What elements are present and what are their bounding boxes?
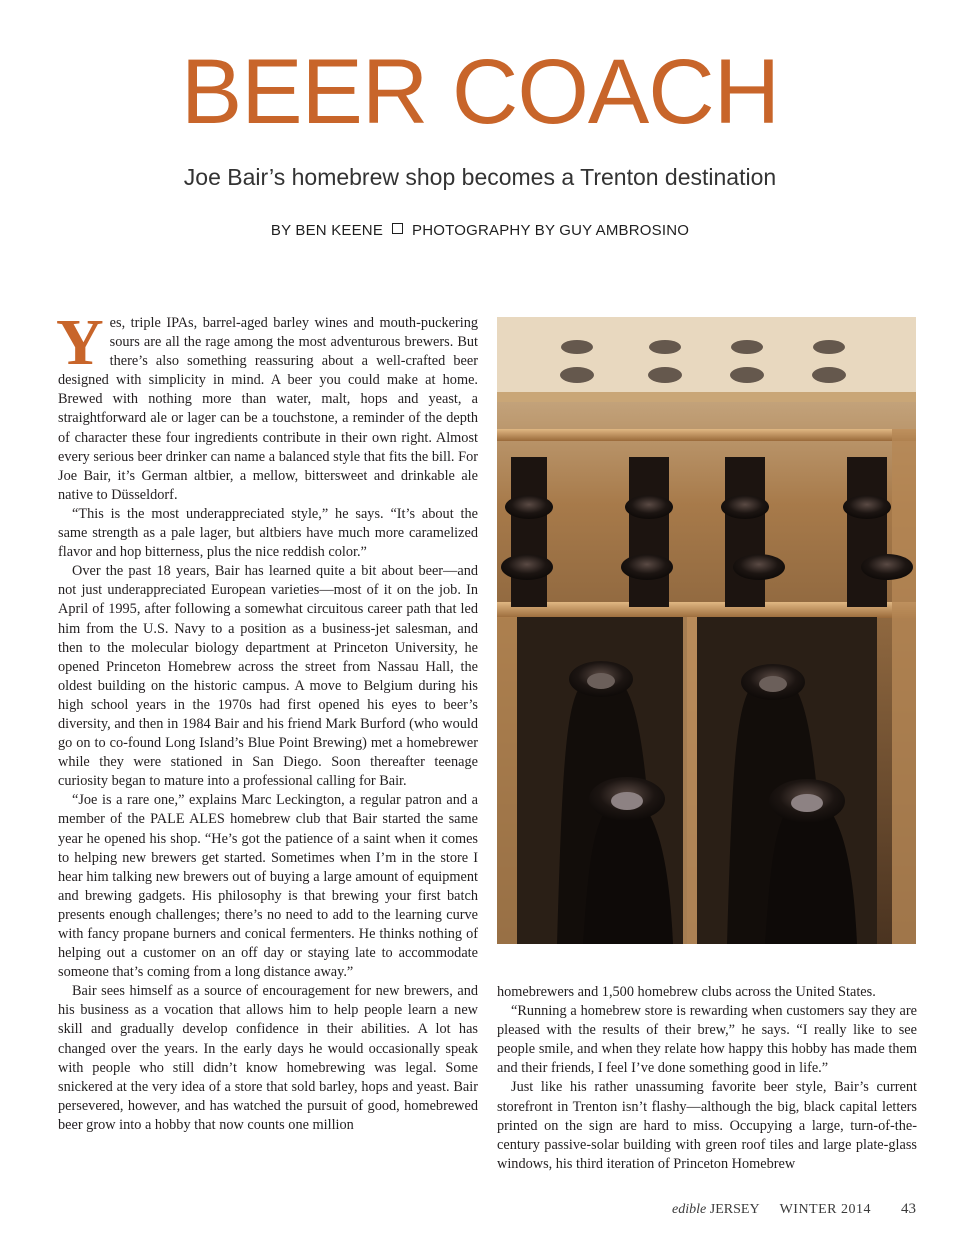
article-paragraph: “Running a homebrew store is rewarding when customers say they are pleased with the results of their brew,” he says. “I really like to see people smile, and when they relate how happy this hobby has made them and their friends, I feel I’ve done something good in life.” [497, 1003, 917, 1077]
byline-photographer: PHOTOGRAPHY BY GUY AMBROSINO [412, 222, 690, 239]
issue-label: WINTER 2014 [779, 1202, 871, 1217]
bottle-row-front [497, 617, 877, 944]
bottles-illustration [497, 317, 916, 944]
page-footer [672, 1201, 916, 1218]
article-title: BEER COACH [180, 41, 780, 143]
article-paragraph: homebrewers and 1,500 homebrew clubs across the United States. [497, 984, 876, 1000]
byline-separator-icon [392, 223, 403, 234]
page-number: 43 [901, 1201, 916, 1217]
magazine-brand: edible JERSEY [672, 1202, 760, 1217]
article-column-right [497, 983, 917, 1174]
article-paragraph: Yes, triple IPAs, barrel-aged barley wines and mouth-puckering sours are all the rage among the most adventurous brewers. But there’s also something reassuring about a well-crafted beer designed with simplicity in mind. A beer you could make at home. Brewed with nothing more than water, malt, hops and yeast, a straightforward ale or lager can be a touchstone, a reminder of the depth of character these four ingredients contribute in their own right. Almost every serious beer drinker can name a balanced style that fits the bill. For Joe Bair, it’s German altbier, a mellow, bittersweet and drinkable ale native to Düsseldorf. [56, 306, 478, 503]
byline [0, 222, 960, 239]
article-column-left [56, 306, 478, 1135]
beer-bottles-photo [497, 317, 916, 944]
article-paragraph: Bair sees himself as a source of encouragement for new brewers, and his business as a vocation that allows him to help people learn a new skill and gradually develop confidence in their abilities. A lot has changed over the years. In the early days he would occasionally speak with people who still didn’t know homebrewing was legal. Some snickered at the very idea of a store that sold barley, hops and yeast. Bair persevered, however, and has watched the pursuit of good, homebrewed beer grow into a hobby that now counts one million [58, 983, 478, 1133]
article-paragraph: Just like his rather unassuming favorite beer style, Bair’s current storefront in Trenton isn’t flashy—although the big, black capital letters printed on the sign are hard to miss. Occupying a large, turn-of-the-century passive-solar building with green roof tiles and large plate-glass windows, his third iteration of Princeton Homebrew [497, 1079, 917, 1172]
article-paragraph: Over the past 18 years, Bair has learned quite a bit about beer—and not just underappreciated European varieties—most of it on the job. In April of 1995, after following a somewhat circuitous career path that led him from the U.S. Navy to a position as a business-jet salesman, and then to the molecular biology department at Princeton University, he opened Princeton Homebrew across the street from Nassau Hall, the oldest building on the historic campus. A move to Belgium during his high school years in the 1970s had first opened his eyes to beer’s diversity, and then in 1984 Bair and his friend Mark Burford (who would go on to co-found Long Island’s Blue Point Brewing) met a homebrewer while they were stationed in San Diego. Soon thereafter teenage curiosity began to mature into a professional calling for Bair. [58, 563, 478, 790]
article-subtitle: Joe Bair’s homebrew shop becomes a Trenton destination [183, 164, 777, 190]
drop-cap: Y [56, 306, 104, 379]
article-paragraph: “Joe is a rare one,” explains Marc Leckington, a regular patron and a member of the PALE ALES homebrew club that Bair started the same year he opened his shop. “He’s got the patience of a saint when it comes to helping new brewers get started. Sometimes when I’m in the store I hear him talking new brewers out of buying a large amount of equipment and brewing gadgets. His philosophy is that brewing your first batch presents enough challenges; there’s no need to add to the learning curve with fancy propane burners and conical fermenters. He thinks nothing of helping out a customer on an off day or staying late to accommodate someone that’s coming from a long distance away.” [58, 792, 478, 981]
byline-author: BY BEN KEENE [270, 222, 384, 239]
article-paragraph: “This is the most underappreciated style,” he says. “It’s about the same strength as a pale lager, but altbiers have much more caramelized flavor and hop bitterness, plus the nice reddish color.” [58, 505, 478, 561]
